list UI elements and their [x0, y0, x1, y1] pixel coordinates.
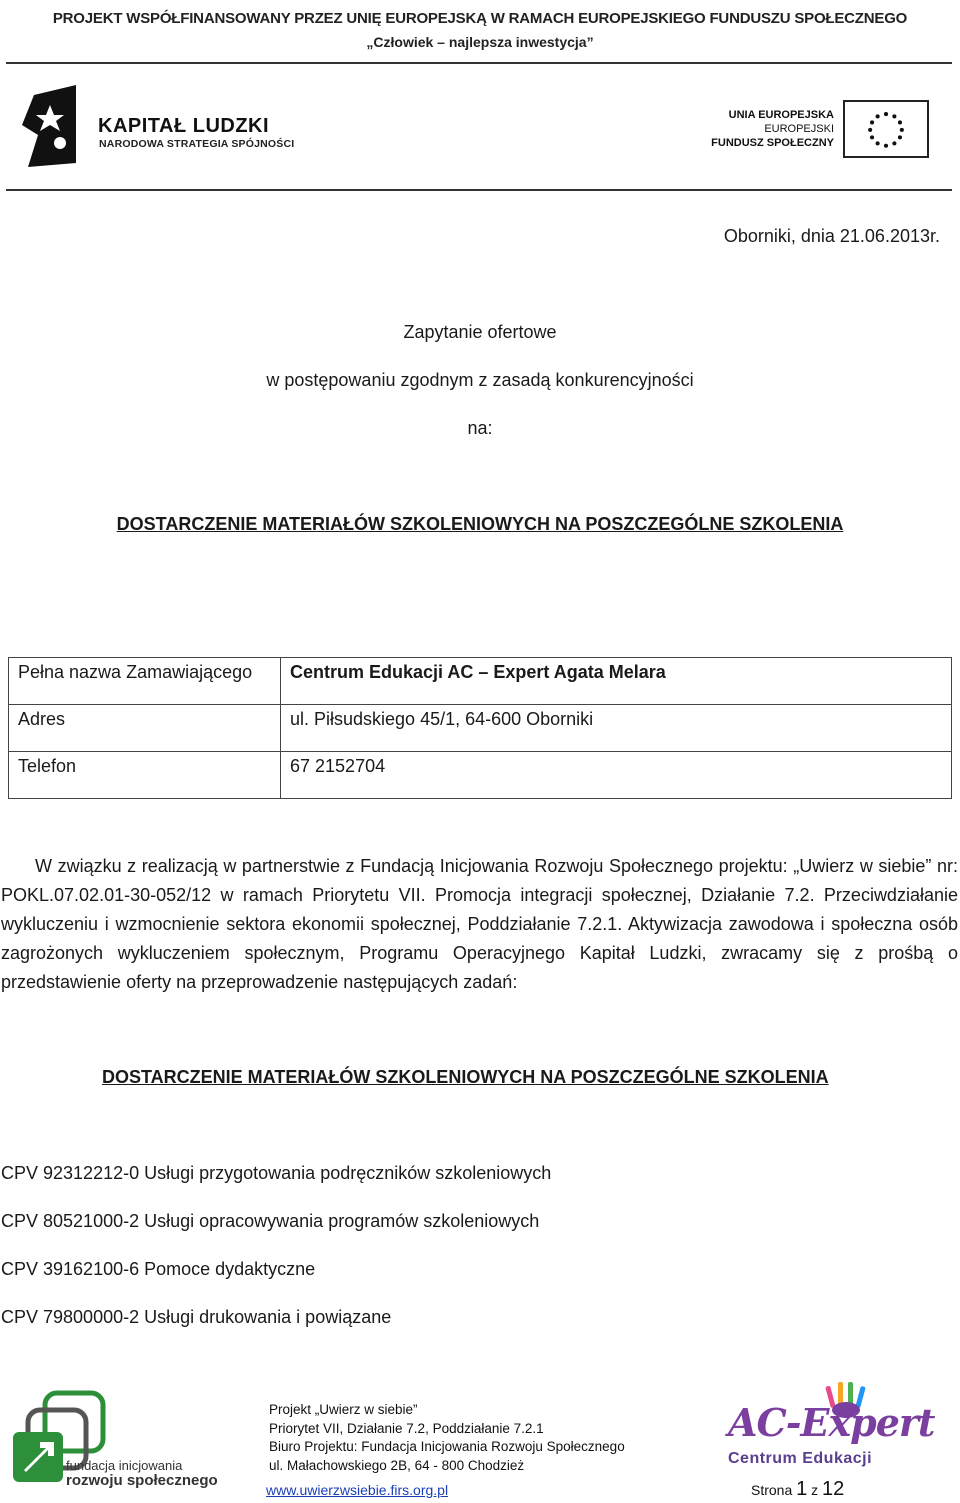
- phone-value: 67 2152704: [281, 752, 952, 799]
- inquiry-title: Zapytanie ofertowe: [403, 322, 557, 342]
- ac-expert-subtitle: Centrum Edukacji: [728, 1450, 873, 1467]
- header-cofinancing-text: PROJEKT WSPÓŁFINANSOWANY PRZEZ UNIĘ EUROPEJSKĄ W RAMACH EUROPEJSKIEGO FUNDUSZU SPOŁECZNEGO: [52, 10, 908, 27]
- cpv-item: CPV 39162100-6 Pomoce dydaktyczne: [1, 1259, 316, 1279]
- inquiry-na: na:: [467, 418, 493, 438]
- cpv-item: CPV 92312212-0 Usługi przygotowania podręczników szkoleniowych: [1, 1163, 552, 1183]
- kapital-ludzki-subtitle: NARODOWA STRATEGIA SPÓJNOŚCI: [99, 138, 295, 150]
- footer-project-info: Projekt „Uwierz w siebie” Priorytet VII, Działanie 7.2, Poddziałanie 7.2.1 Biuro Projektu: Fundacja Inicjowania Rozwoju Społecznego ul. Małachowskiego 2B, 64 - 800 Chodzież: [269, 1402, 625, 1473]
- table-row: [9, 658, 952, 705]
- orderer-name-value: Centrum Edukacji AC – Expert Agata Melara: [281, 658, 952, 705]
- document-date: Oborniki, dnia 21.06.2013r.: [723, 226, 940, 246]
- subject-title-repeat: DOSTARCZENIE MATERIAŁÓW SZKOLENIOWYCH NA POSZCZEGÓLNE SZKOLENIA: [102, 1067, 829, 1087]
- header-divider: [6, 62, 952, 64]
- eu-flag-icon: [843, 100, 929, 158]
- orderer-name-label: Pełna nazwa Zamawiającego: [9, 658, 281, 705]
- address-label: Adres: [9, 705, 281, 752]
- project-website-link[interactable]: www.uwierzwsiebie.firs.org.pl: [266, 1482, 449, 1498]
- address-value: ul. Piłsudskiego 45/1, 64-600 Oborniki: [281, 705, 952, 752]
- ac-expert-logo: AC-Expert: [728, 1400, 935, 1445]
- cpv-item: CPV 79800000-2 Usługi drukowania i powiązane: [1, 1307, 392, 1327]
- table-row: [9, 752, 952, 799]
- kapital-ludzki-logo-icon: [20, 85, 80, 170]
- fundacja-name: fundacja inicjowania rozwoju społecznego: [66, 1458, 218, 1489]
- subject-title: DOSTARCZENIE MATERIAŁÓW SZKOLENIOWYCH NA POSZCZEGÓLNE SZKOLENIA: [116, 514, 844, 534]
- inquiry-procedure: w postępowaniu zgodnym z zasadą konkurencyjności: [266, 370, 694, 390]
- body-paragraph: W związku z realizacją w partnerstwie z Fundacją Inicjowania Rozwoju Społecznego projektu: „Uwierz w siebie” nr: POKL.07.02.01-30-052/12 w ramach Priorytetu VII. Promocja integracji społecznej, Działanie 7.2. Przeciwdziałanie wykluczeniu i wzmocnienie sektora ekonomii społecznej, Poddziałanie 7.2.1. Aktywizacja zawodowa i społeczna osób zagrożonych wykluczeniem społecznym, Programu Operacyjnego Kapitał Ludzki, zwracamy się z prośbą o przedstawienie oferty na przeprowadzenie następujących zadań:: [1, 856, 958, 992]
- header-slogan: „Człowiek – najlepsza inwestycja”: [366, 34, 594, 50]
- orderer-info-table: [8, 657, 952, 799]
- phone-label: Telefon: [9, 752, 281, 799]
- cpv-item: CPV 80521000-2 Usługi opracowywania programów szkoleniowych: [1, 1211, 540, 1231]
- logo-divider: [6, 189, 952, 191]
- kapital-ludzki-title: KAPITAŁ LUDZKI: [98, 115, 270, 137]
- eu-fund-label: UNIA EUROPEJSKA EUROPEJSKI FUNDUSZ SPOŁECZNY: [711, 109, 834, 149]
- page-number: Strona 1 z 12: [751, 1478, 845, 1500]
- table-row: [9, 705, 952, 752]
